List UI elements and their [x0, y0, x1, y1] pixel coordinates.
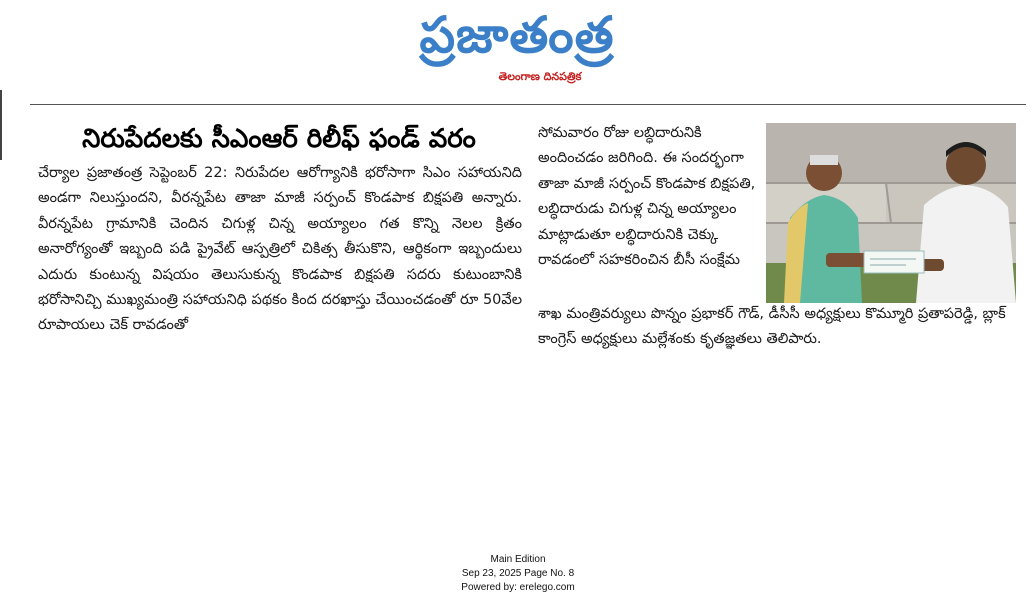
- article-column-1: చేర్యాల ప్రజాతంత్ర సెప్టెంబర్ 22: నిరుపేదల ఆరోగ్యానికి భరోసాగా సిఎం సహాయనిది అండగా నిలుస్తుందని, వీరన్నపేట తాజా మాజీ సర్పంచ్ కొండపాక బిక్షపతి అన్నారు. వీరన్నపేట గ్రామానికి చెందిన చిగుళ్ల చిన్న అయ్యాలం గత కొన్ని నెలల క్రితం అనారోగ్యంతో ఇబ్బంది పడి ప్రైవేట్ ఆస్పత్రిలో చికిత్స తీసుకొని, ఆర్థికంగా ఇబ్బందులు ఎదురు కుంటున్న విషయం తెలుసుకున్న కొండపాక బిక్షపతి సదరు కుటుంబానికి భరోసానిచ్చి ముఖ్యమంత్రి సహాయనిధి పథకం కింద దరఖాస్తు చేయించడంతో రూ 50వేల రూపాయలు చెక్ రావడంతో: [38, 165, 522, 334]
- article-column-wide: శాఖ మంత్రివర్యులు పొన్నం ప్రభాకర్ గౌడ్, డీసీసీ అధ్యక్షులు కొమ్మూరి ప్రతాపరెడ్డి, బ్లాక్ కాంగ్రెస్ అధ్యక్షులు మల్లేశంకు కృతజ్ఞతలు తెలిపారు.: [538, 306, 1006, 348]
- footer-edition: Main Edition: [490, 554, 546, 565]
- article-column-2: సోమవారం రోజు లబ్ధిదారునికి అందించడం జరిగింది. ఈ సందర్భంగా తాజా మాజీ సర్పంచ్ కొండపాక బిక్షపతి, లబ్ధిదారుడు చిగుళ్ల చిన్న అయ్యాలం మాట్లాడుతూ లబ్ధిదారునికి చెక్కు రావడంలో సహకరించిన బీసీ సంక్షేమ: [538, 125, 756, 269]
- footer-powered-by: Powered by: erelego.com: [461, 582, 575, 593]
- masthead: [0, 0, 1036, 96]
- footer-date-page: Sep 23, 2025 Page No. 8: [461, 568, 575, 579]
- page-edge-divider: [0, 90, 2, 160]
- cheque-handover-photo: [766, 123, 1016, 303]
- newspaper-logo: ప్రజాతంత్ర: [419, 6, 615, 64]
- article-photo: [766, 123, 1016, 303]
- article-headline: నిరుపేదలకు సీఎంఆర్ రిలీఫ్ ఫండ్ వరం: [82, 124, 476, 154]
- header-rule: [30, 104, 1026, 105]
- page-footer: [418, 553, 618, 595]
- newspaper-tagline: తెలంగాణ దినపత్రిక: [498, 70, 582, 83]
